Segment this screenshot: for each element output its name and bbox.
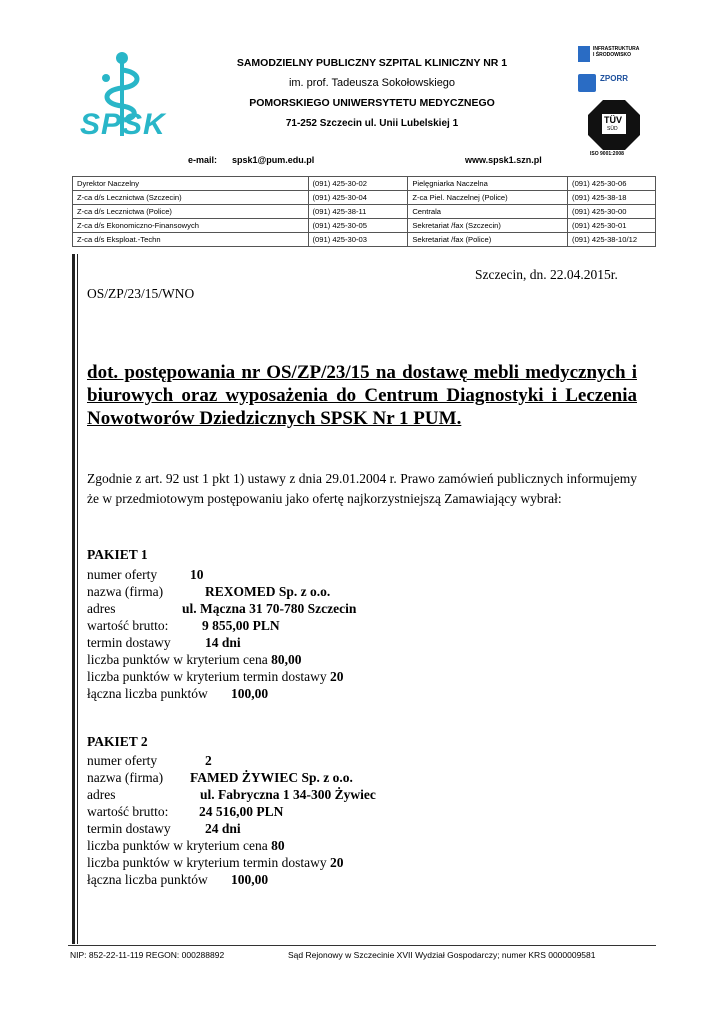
role-cell: Z-ca d/s Ekonomiczno-Finansowych <box>73 219 309 233</box>
university-name: POMORSKIEGO UNIWERSYTETU MEDYCZNEGO <box>249 97 495 109</box>
eu-flag-icon <box>578 74 596 92</box>
hospital-patron: im. prof. Tadeusza Sokołowskiego <box>288 77 456 89</box>
table-row <box>73 219 656 233</box>
role-cell: Z-ca d/s Eksploat.-Techn <box>73 233 309 247</box>
place-date: Szczecin, dn. 22.04.2015r. <box>475 267 618 282</box>
list-item: liczba punktów w kryterium termin dostawy 20 <box>87 855 344 870</box>
list-item: liczba punktów w kryterium termin dostawy 20 <box>87 669 344 684</box>
phone-cell: (091) 425-30-06 <box>568 177 656 191</box>
footer-registration: NIP: 852-22-11-119 REGON: 000288892 <box>70 950 225 960</box>
phone-cell: (091) 425-38-11 <box>308 205 408 219</box>
directory-table <box>72 176 656 247</box>
list-item: numer oferty 2 <box>87 753 212 768</box>
eu-flag-icon <box>578 46 590 62</box>
website-link[interactable]: www.spsk1.szn.pl <box>465 155 542 165</box>
table-row <box>73 191 656 205</box>
table-row <box>73 177 656 191</box>
role-cell: Z-ca d/s Lecznictwa (Police) <box>73 205 309 219</box>
phone-cell: (091) 425-30-04 <box>308 191 408 205</box>
phone-cell: (091) 425-38-18 <box>568 191 656 205</box>
role-cell: Z-ca d/s Lecznictwa (Szczecin) <box>73 191 309 205</box>
list-item: nazwa (firma) FAMED ŻYWIEC Sp. z o.o. <box>87 770 353 785</box>
phone-cell: (091) 425-30-02 <box>308 177 408 191</box>
list-item: łączna liczba punktów 100,00 <box>87 872 269 887</box>
role-cell: Sekretariat /fax (Szczecin) <box>408 219 568 233</box>
table-row <box>73 233 656 247</box>
role-cell: Pielęgniarka Naczelna <box>408 177 568 191</box>
hospital-logo <box>78 48 174 144</box>
hospital-address: 71-252 Szczecin ul. Unii Lubelskiej 1 <box>285 118 459 129</box>
footer-divider <box>68 945 656 946</box>
zporr-badge: ZPORR <box>578 72 650 98</box>
phone-cell: (091) 425-38-10/12 <box>568 233 656 247</box>
footer-court: Sąd Rejonowy w Szczecinie XVII Wydział Gospodarczy; numer KRS 0000009581 <box>288 950 596 960</box>
list-item: numer oferty 10 <box>87 567 204 582</box>
tuv-iso-badge: TÜV SÜD ISO 9001:2008 <box>580 100 650 158</box>
email-label: e-mail: <box>188 155 218 165</box>
letter-subject: dot. postępowania nr OS/ZP/23/15 na dostawę mebli medycznych i biurowych oraz wyposażenia do Centrum Diagnostyki i Leczenia Nowotworów Dziedzicznych SPSK Nr 1 PUM. <box>87 362 637 429</box>
list-item: wartość brutto: 9 855,00 PLN <box>87 618 280 633</box>
logo-text: SPSK <box>80 108 166 141</box>
package-heading: PAKIET 2 <box>87 734 148 749</box>
list-item: adres ul. Mączna 31 70-780 Szczecin <box>87 601 357 616</box>
list-item: termin dostawy 14 dni <box>87 635 241 650</box>
phone-cell: (091) 425-30-00 <box>568 205 656 219</box>
phone-cell: (091) 425-30-03 <box>308 233 408 247</box>
list-item: liczba punktów w kryterium cena 80,00 <box>87 652 302 667</box>
intro-paragraph: Zgodnie z art. 92 ust 1 pkt 1) ustawy z dnia 29.01.2004 r. Prawo zamówień publicznych informujemy że w przedmiotowym postępowaniu jako ofertę najkorzystniejszą Zamawiający wybrał: <box>87 471 637 506</box>
phone-cell: (091) 425-30-01 <box>568 219 656 233</box>
package-heading: PAKIET 1 <box>87 547 148 562</box>
table-row <box>73 205 656 219</box>
margin-bar <box>72 254 75 944</box>
role-cell: Centrala <box>408 205 568 219</box>
list-item: termin dostawy 24 dni <box>87 821 241 836</box>
role-cell: Sekretariat /fax (Police) <box>408 233 568 247</box>
phone-cell: (091) 425-30-05 <box>308 219 408 233</box>
list-item: nazwa (firma) REXOMED Sp. z o.o. <box>87 584 331 599</box>
list-item: wartość brutto: 24 516,00 PLN <box>87 804 284 819</box>
role-cell: Z-ca Piel. Naczelnej (Police) <box>408 191 568 205</box>
hospital-name: SAMODZIELNY PUBLICZNY SZPITAL KLINICZNY NR 1 <box>236 57 508 69</box>
reference-number: OS/ZP/23/15/WNO <box>87 286 195 301</box>
email-link[interactable]: spsk1@pum.edu.pl <box>232 155 315 165</box>
infrastructure-badge: INFRASTRUKTURA I ŚRODOWISKO <box>578 44 650 70</box>
role-cell: Dyrektor Naczelny <box>73 177 309 191</box>
list-item: łączna liczba punktów 100,00 <box>87 686 269 701</box>
list-item: liczba punktów w kryterium cena 80 <box>87 838 285 853</box>
list-item: adres ul. Fabryczna 1 34-300 Żywiec <box>87 787 376 802</box>
tuv-octagon-icon <box>588 100 640 150</box>
margin-bar-thin <box>77 254 78 944</box>
